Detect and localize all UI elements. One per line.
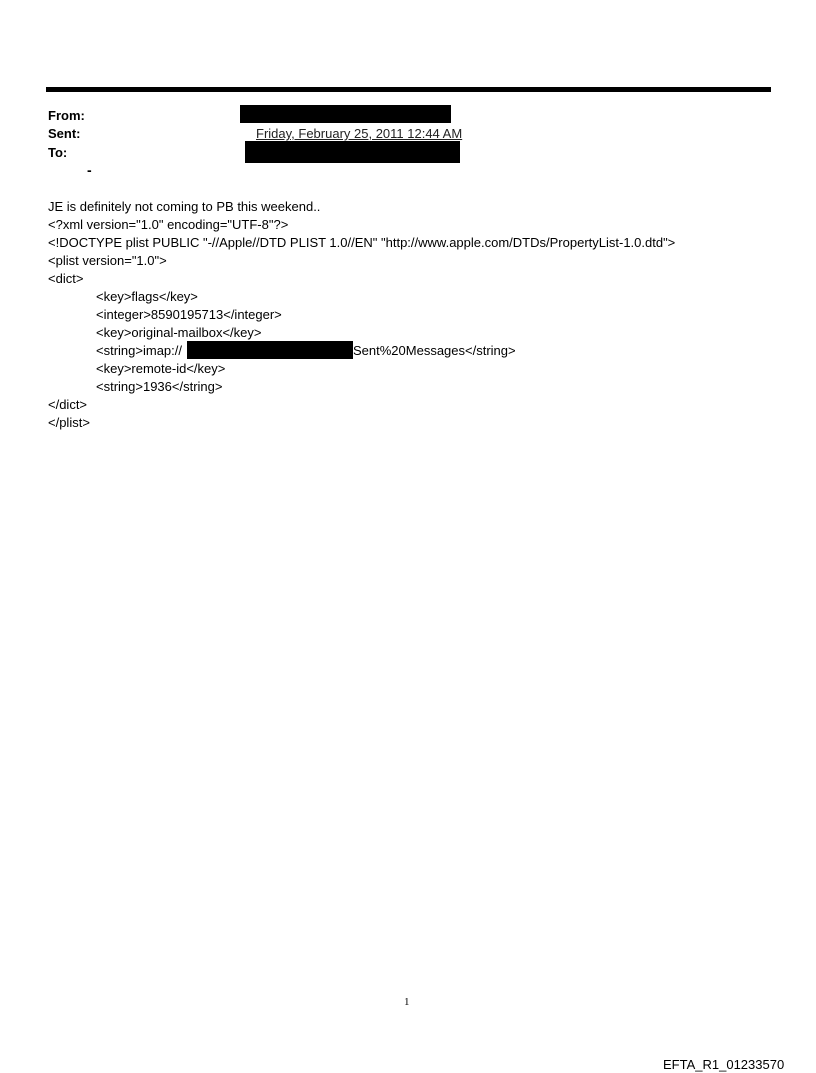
string-remote-id: <string>1936</string> <box>96 379 223 394</box>
page-number: 1 <box>404 996 410 1008</box>
header-dash: - <box>87 162 92 178</box>
doctype-line: <!DOCTYPE plist PUBLIC "-//Apple//DTD PLIST 1.0//EN" "http://www.apple.com/DTDs/PropertyList-1.0.dtd"> <box>48 235 676 250</box>
dict-close: </dict> <box>48 397 88 412</box>
key-remote-id: <key>remote-id</key> <box>96 361 226 376</box>
bates-number: EFTA_R1_01233570 <box>663 1057 785 1072</box>
integer-flags: <integer>8590195713</integer> <box>96 307 282 322</box>
plist-open: <plist version="1.0"> <box>48 253 167 268</box>
from-label: From: <box>48 108 85 123</box>
redaction-from <box>240 105 451 123</box>
sent-date: Friday, February 25, 2011 12:44 AM <box>256 126 463 141</box>
sent-label: Sent: <box>48 126 81 141</box>
key-original-mailbox: <key>original-mailbox</key> <box>96 325 262 340</box>
string-imap-suffix: Sent%20Messages</string> <box>353 343 516 358</box>
plist-close: </plist> <box>48 415 90 430</box>
xml-declaration: <?xml version="1.0" encoding="UTF-8"?> <box>48 217 289 232</box>
string-imap-prefix: <string>imap:// <box>96 343 182 358</box>
message-text: JE is definitely not coming to PB this weekend.. <box>48 199 321 214</box>
to-label: To: <box>48 145 68 160</box>
key-flags: <key>flags</key> <box>96 289 198 304</box>
dict-open: <dict> <box>48 271 84 286</box>
header-rule <box>46 87 771 92</box>
redaction-to <box>245 141 460 163</box>
redaction-imap <box>187 341 353 359</box>
